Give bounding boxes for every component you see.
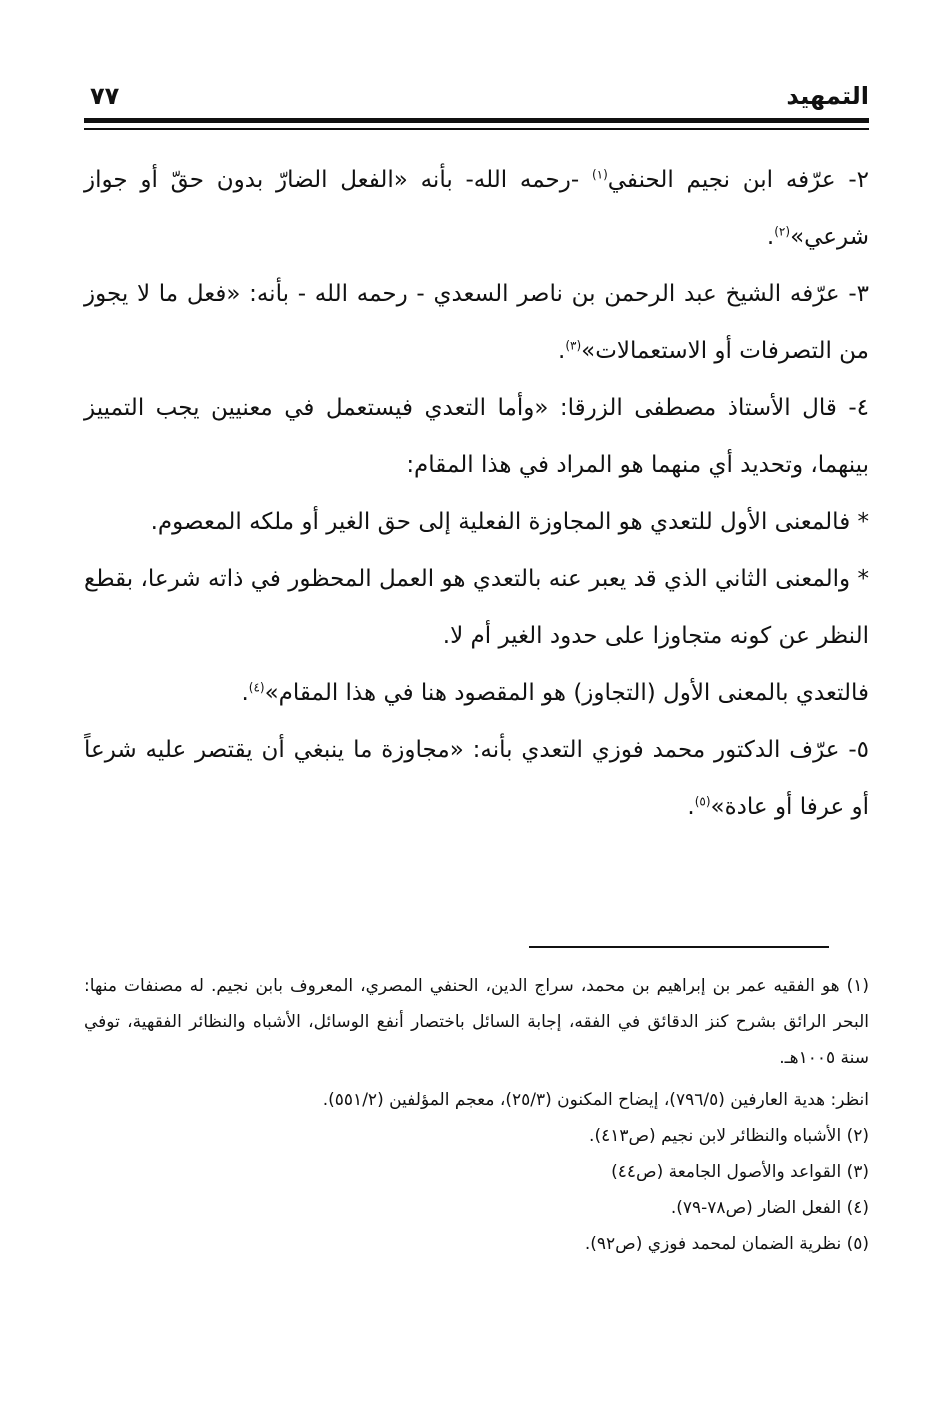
footnote-ref: (٤) (248, 680, 265, 695)
footnote-4: (٤) الفعل الضار (ص٧٨-٧٩). (670, 1198, 869, 1218)
footnote-1-citation: انظر: هدية العارفين (٧٩٦/٥)، إيضاح المكنون (٢٥/٣)، معجم المؤلفين (٥٥١/٢). (322, 1090, 869, 1110)
footnote-1: (١) هو الفقيه عمر بن إبراهيم بن محمد، سراج الدين، الحنفي المصري، المعروف بابن نجيم. له مصنفات منها: البحر الرائق بشرح كنز الدقائق في الفقه، إجابة السائل باختصار أنفع الوسائل، الأشباه والنظائر الفقهية، توفي سنة ١٠٠٥هـ. (84, 976, 869, 1068)
paragraph-definition-2 (84, 152, 869, 266)
paragraph-definition-5 (84, 722, 869, 836)
footnote-ref: (٣) (565, 338, 582, 353)
paragraph-conclusion (84, 665, 869, 722)
footnote-separator (529, 946, 829, 948)
paragraph-definition-4: ٤- قال الأستاذ مصطفى الزرقا: «وأما التعدي فيستعمل في معنيين يجب التمييز بينهما، وتحديد أي منهما هو المراد في هذا المقام: (84, 395, 869, 478)
paragraph-end: . (766, 224, 775, 250)
footnote-2: (٢) الأشباه والنظائر لابن نجيم (ص٤١٣). (589, 1126, 869, 1146)
paragraph-text: ٥- عرّف الدكتور محمد فوزي التعدي بأنه: «مجاوزة ما ينبغي أن يقتصر عليه شرعاً أو عرفا أو عادة» (84, 737, 869, 820)
paragraph-definition-3 (84, 266, 869, 380)
chapter-title: التمهيد (786, 82, 869, 110)
footnotes (84, 968, 869, 1262)
paragraph-text: ٢- عرّفه ابن نجيم الحنفي (607, 167, 869, 193)
main-text (84, 152, 869, 836)
paragraph-text: فالتعدي بالمعنى الأول (التجاوز) هو المقصود هنا في هذا المقام» (264, 680, 869, 706)
paragraph-text: -رحمه الله- بأنه «الفعل الضارّ بدون حقّ أو جواز شرعي» (84, 167, 869, 250)
footnote-3: (٣) القواعد والأصول الجامعة (ص٤٤) (611, 1162, 869, 1182)
running-header (84, 80, 869, 118)
footnote-ref: (٢) (774, 224, 791, 239)
header-rule-thick (84, 118, 869, 123)
paragraph-end: . (241, 680, 249, 706)
paragraph-end: . (687, 794, 695, 820)
paragraph-end: . (558, 338, 566, 364)
header-rule-thin (84, 128, 869, 130)
paragraph-second-meaning: * والمعنى الثاني الذي قد يعبر عنه بالتعدي هو العمل المحظور في ذاته شرعا، بقطع النظر عن كونه متجاوزا على حدود الغير أم لا. (84, 566, 869, 649)
footnote-ref: (٥) (694, 794, 711, 809)
footnote-5: (٥) نظرية الضمان لمحمد فوزي (ص٩٢). (584, 1234, 869, 1254)
paragraph-first-meaning: * فالمعنى الأول للتعدي هو المجاوزة الفعلية إلى حق الغير أو ملكه المعصوم. (150, 509, 869, 535)
page-number: ٧٧ (90, 82, 120, 110)
paragraph-text: ٣- عرّفه الشيخ عبد الرحمن بن ناصر السعدي - رحمه الله - بأنه: «فعل ما لا يجوز من التصرفات أو الاستعمالات» (84, 281, 869, 364)
footnote-ref: (١) (591, 167, 608, 182)
